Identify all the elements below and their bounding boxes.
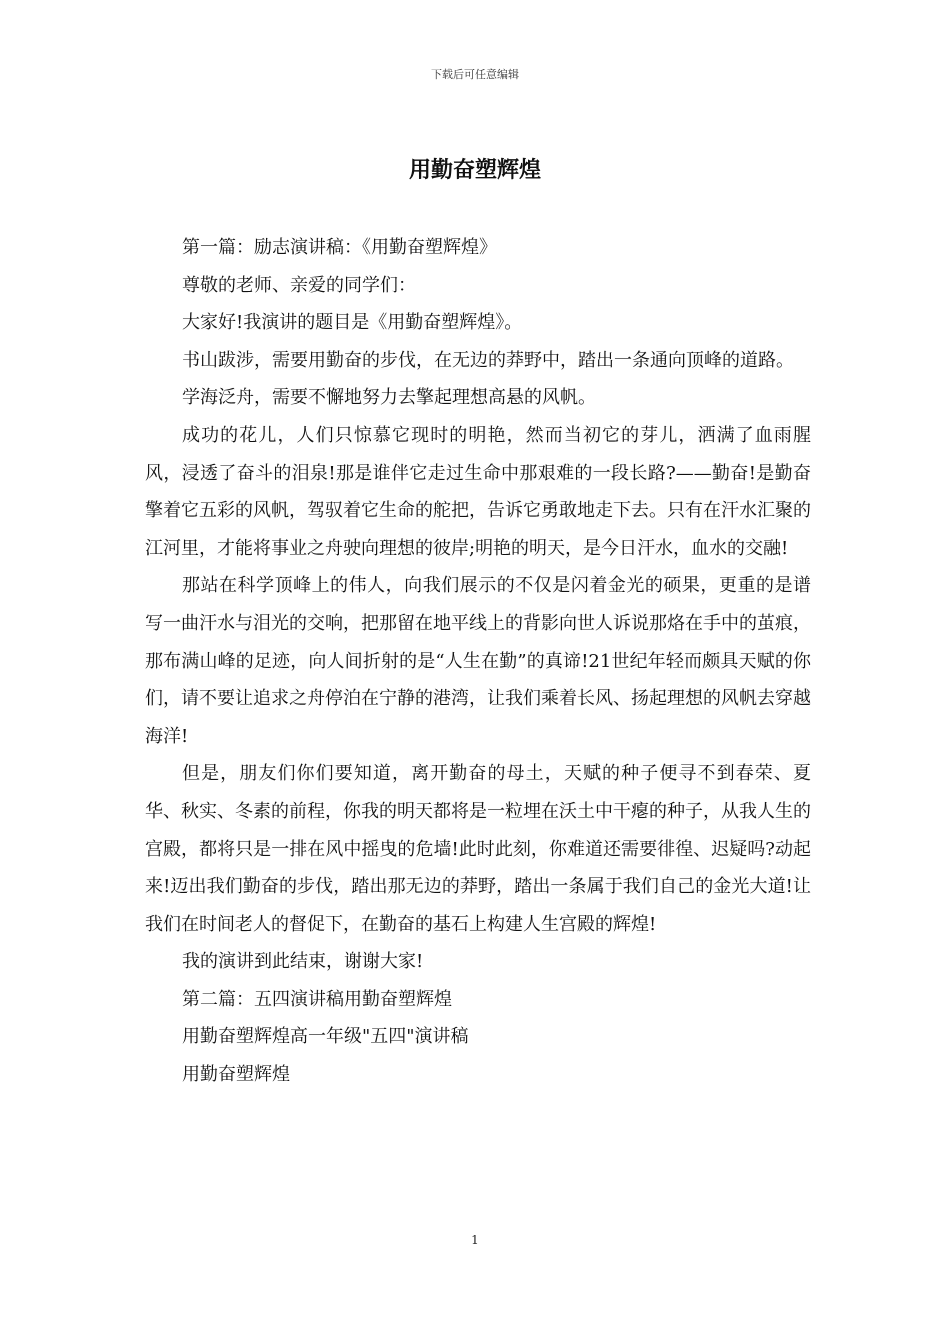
document-title: 用勤奋塑辉煌 (408, 158, 541, 183)
paragraph-section-one-heading: 第一篇：励志演讲稿：《用勤奋塑辉煌》 (182, 237, 497, 258)
paragraph-salutation: 尊敬的老师、亲爱的同学们： (182, 274, 416, 296)
paragraph-flower: 成功的花儿，人们只惊慕它现时的明艳，然而当初它的芽儿，洒满了血雨腥风，浸透了奋斗的泪泉!那是谁伴它走过生命中那艰难的一段长路?——勤奋!是勤奋擎着它五彩的风帆，驾驭着它生命的舵把，告诉它勇敢地走下去。只有在汗水汇聚的江河里，才能将事业之舟驶向理想的彼岸;明艳的明天，是今日汗水，血水的交融! (145, 424, 811, 559)
paragraph-great-people: 那站在科学顶峰上的伟人，向我们展示的不仅是闪着金光的硕果，更重的是谱写一曲汗水与泪光的交响，把那留在地平线上的背影向世人诉说那烙在手中的茧痕，那布满山峰的足迹，向人间折射的是“人生在勤”的真谛!21世纪年轻而颇具天赋的你们，请不要让追求之舟停泊在宁静的港湾，让我们乘着长风、扬起理想的风帆去穿越海洋! (145, 575, 811, 747)
paragraph-subtitle: 用勤奋塑辉煌高一年级"五四"演讲稿 (182, 1026, 469, 1048)
page-number: 1 (471, 1233, 479, 1247)
paragraph-speech-title: 用勤奋塑辉煌 (182, 1064, 290, 1086)
paragraph-greeting: 大家好!我演讲的题目是《用勤奋塑辉煌》。 (182, 312, 523, 334)
paragraph-closing: 我的演讲到此结束，谢谢大家! (182, 951, 424, 973)
paragraph-sea: 学海泛舟，需要不懈地努力去擎起理想高悬的风帆。 (182, 387, 596, 409)
paragraph-section-two-heading: 第二篇：五四演讲稿用勤奋塑辉煌 (182, 988, 452, 1010)
paragraph-but-friends: 但是，朋友们你们要知道，离开勤奋的母土，天赋的种子便寻不到春荣、夏华、秋实、冬素的前程，你我的明天都将是一粒埋在沃土中干瘪的种子，从我人生的宫殿，都将只是一排在风中摇曳的危墙!此时此刻，你难道还需要徘徨、迟疑吗?动起来!迈出我们勤奋的步伐，踏出那无边的莽野，踏出一条属于我们自己的金光大道!让我们在时间老人的督促下，在勤奋的基石上构建人生宫殿的辉煌! (145, 763, 811, 935)
paragraph-mountain: 书山跋涉，需要用勤奋的步伐，在无边的莽野中，踏出一条通向顶峰的道路。 (182, 349, 794, 371)
document-body (145, 229, 811, 1094)
page-header-note: 下载后可任意编辑 (431, 68, 519, 81)
